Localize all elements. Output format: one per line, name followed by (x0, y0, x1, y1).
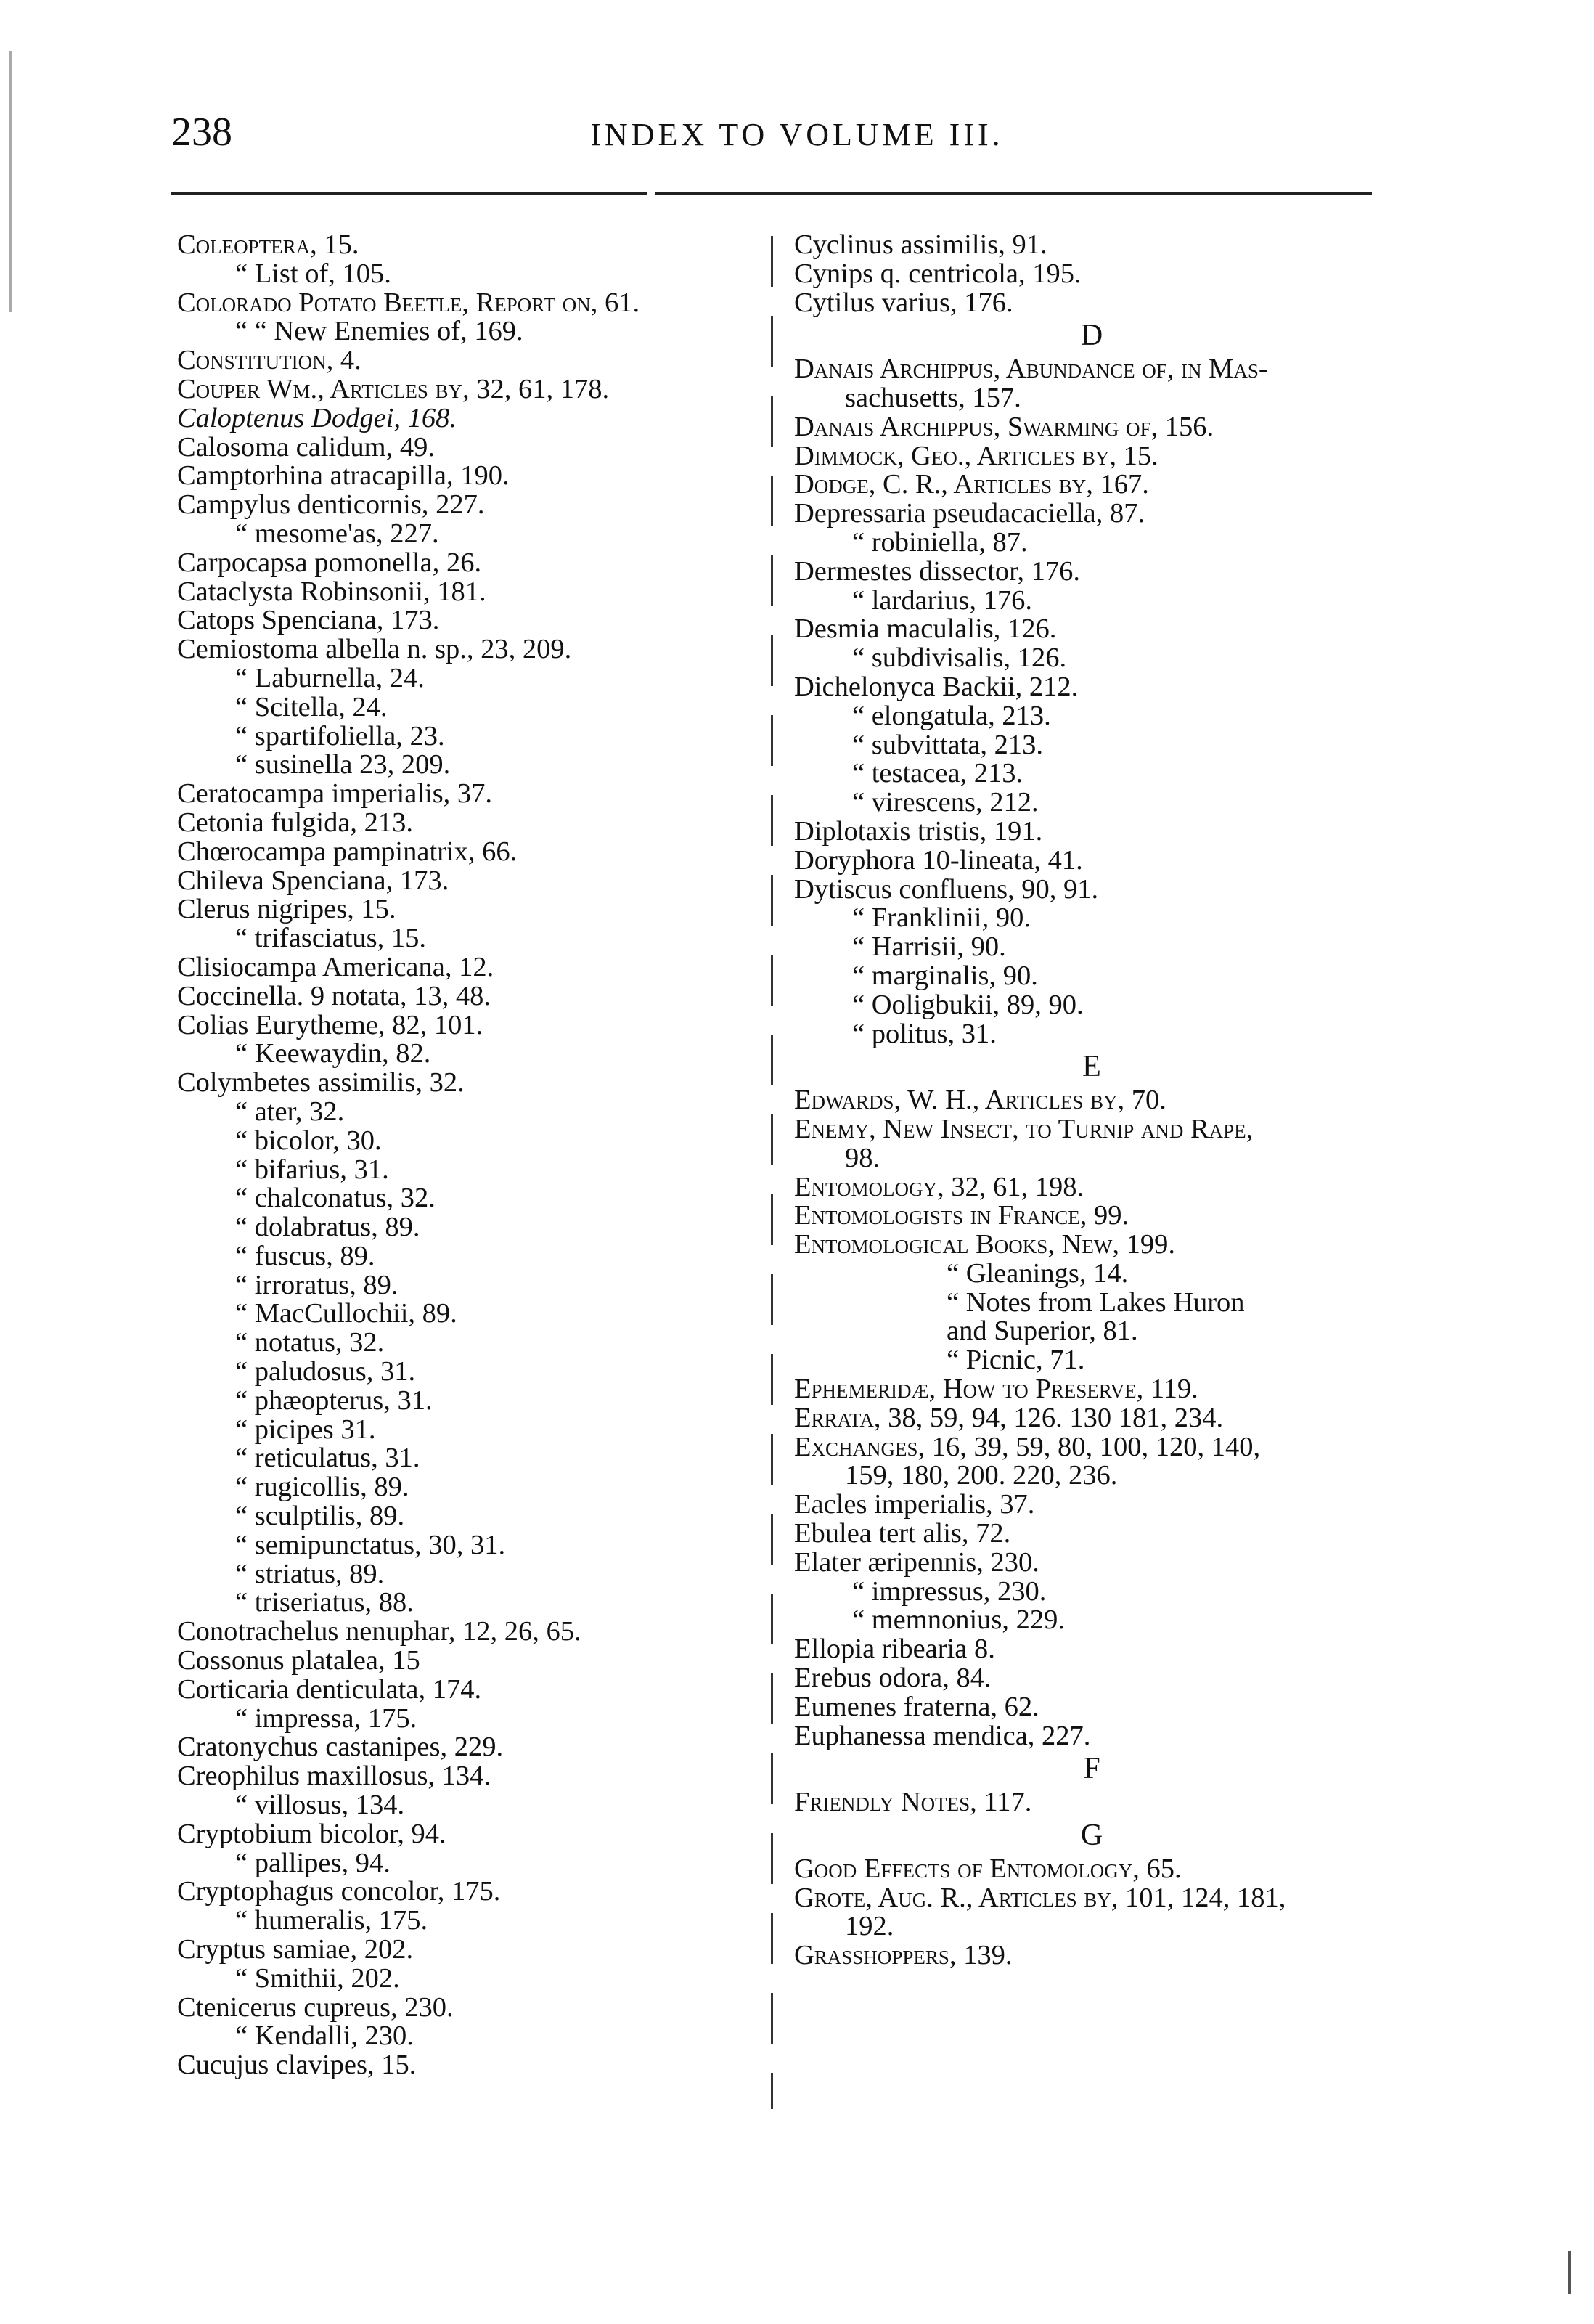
index-entry: “ notatus, 32. (235, 1327, 385, 1358)
index-entry: “ Gleanings, 14. (947, 1257, 1129, 1289)
index-entry: Colorado Potato Beetle, Report on, 61. (177, 287, 640, 318)
index-entry: “ triseriatus, 88. (235, 1587, 414, 1618)
index-entry: Entomologists in France, 99. (794, 1200, 1129, 1231)
index-entry: sachusetts, 157. (845, 382, 1021, 413)
header-rule-right (655, 192, 1372, 195)
index-entry: Entomology, 32, 61, 198. (794, 1171, 1084, 1202)
index-entry: Ephemeridæ, How to Preserve, 119. (794, 1374, 1198, 1405)
index-entry: Edwards, W. H., Articles by, 70. (794, 1085, 1166, 1116)
index-entry: Friendly Notes, 117. (794, 1787, 1032, 1818)
index-entry: “ politus, 31. (852, 1018, 997, 1049)
index-entry: 98. (845, 1142, 880, 1173)
index-entry: Campylus denticornis, 227. (177, 489, 485, 521)
index-entry: Cyclinus assimilis, 91. (794, 229, 1047, 260)
index-entry: “ picipes 31. (235, 1414, 376, 1445)
index-entry: “ fuscus, 89. (235, 1240, 375, 1271)
index-entry: “ marginalis, 90. (852, 960, 1038, 991)
running-head: INDEX TO VOLUME III. (590, 117, 1004, 152)
index-entry: Clerus nigripes, 15. (177, 894, 396, 925)
index-entry: “ Kendalli, 230. (235, 2021, 414, 2052)
index-entry: “ subvittata, 213. (852, 729, 1044, 760)
index-entry: “ striatus, 89. (235, 1558, 385, 1589)
index-entry: “ Keewaydin, 82. (235, 1038, 431, 1069)
index-entry: “ lardarius, 176. (852, 584, 1033, 616)
index-section-letter: E (1082, 1050, 1101, 1084)
index-entry: “ List of, 105. (235, 258, 391, 289)
index-entry: “ rugicollis, 89. (235, 1472, 409, 1503)
index-entry: Cetonia fulgida, 213. (177, 807, 414, 838)
index-entry: 192. (845, 1911, 894, 1942)
index-entry: “ bifarius, 31. (235, 1154, 389, 1185)
index-entry: “ elongatula, 213. (852, 700, 1051, 731)
index-entry: Camptorhina atracapilla, 190. (177, 460, 510, 492)
index-entry: “ chalconatus, 32. (235, 1183, 436, 1214)
column-divider (771, 236, 773, 2109)
index-entry: “ ater, 32. (235, 1096, 345, 1127)
index-entry: “ Laburnella, 24. (235, 662, 425, 693)
index-entry: “ impressus, 230. (852, 1575, 1047, 1607)
index-entry: Dodge, C. R., Articles by, 167. (794, 469, 1149, 500)
index-entry: “ virescens, 212. (852, 787, 1039, 818)
index-entry: Chœrocampa pampinatrix, 66. (177, 836, 518, 867)
index-entry: “ humeralis, 175. (235, 1905, 428, 1936)
index-entry: Cytilus varius, 176. (794, 287, 1013, 318)
index-entry: Ctenicerus cupreus, 230. (177, 1991, 454, 2023)
index-entry: “ Harrisii, 90. (852, 931, 1006, 963)
index-entry: Corticaria denticulata, 174. (177, 1673, 482, 1705)
index-section-letter: D (1080, 319, 1103, 353)
index-entry: Grasshoppers, 139. (794, 1940, 1013, 1971)
index-entry: 159, 180, 200. 220, 236. (845, 1460, 1118, 1491)
margin-mark-bottom (1568, 2251, 1571, 2294)
header-rule-left (171, 192, 647, 195)
index-entry: Creophilus maxillosus, 134. (177, 1761, 491, 1792)
index-entry: Calosoma calidum, 49. (177, 431, 435, 462)
index-entry: “ irroratus, 89. (235, 1269, 398, 1300)
index-entry: “ spartifoliella, 23. (235, 720, 445, 751)
index-entry: “ reticulatus, 31. (235, 1443, 420, 1474)
index-entry: Clisiocampa Americana, 12. (177, 951, 494, 982)
index-entry: Diplotaxis tristis, 191. (794, 815, 1043, 847)
index-entry: Dichelonyca Backii, 212. (794, 671, 1079, 702)
index-entry: Cucujus clavipes, 15. (177, 2050, 417, 2081)
index-entry: “ trifasciatus, 15. (235, 923, 426, 954)
index-entry: Errata, 38, 59, 94, 126. 130 181, 234. (794, 1402, 1224, 1433)
index-entry: “ semipunctatus, 30, 31. (235, 1529, 506, 1560)
index-entry: Coccinella. 9 notata, 13, 48. (177, 980, 491, 1011)
index-entry: “ Franklinii, 90. (852, 902, 1031, 934)
index-entry: “ susinella 23, 209. (235, 749, 451, 780)
index-entry: “ bicolor, 30. (235, 1125, 382, 1156)
index-entry: “ villosus, 134. (235, 1790, 405, 1821)
index-entry: Cynips q. centricola, 195. (794, 258, 1082, 289)
index-entry: Euphanessa mendica, 227. (794, 1720, 1091, 1751)
index-entry: Erebus odora, 84. (794, 1663, 992, 1694)
index-entry: Cratonychus castanipes, 229. (177, 1732, 504, 1763)
index-entry: Caloptenus Dodgei, 168. (177, 402, 457, 433)
index-entry: Dermestes dissector, 176. (794, 555, 1081, 587)
index-entry: “ pallipes, 94. (235, 1847, 391, 1878)
index-entry: Dimmock, Geo., Articles by, 15. (794, 440, 1158, 471)
index-entry: Grote, Aug. R., Articles by, 101, 124, 181, (794, 1882, 1286, 1913)
index-entry: Chileva Spenciana, 173. (177, 865, 449, 896)
index-entry: Couper Wm., Articles by, 32, 61, 178. (177, 373, 610, 404)
index-entry: Elater æripennis, 230. (794, 1546, 1039, 1578)
index-entry: “ MacCullochii, 89. (235, 1298, 457, 1329)
index-entry: Dytiscus confluens, 90, 91. (794, 873, 1099, 905)
index-entry: Cryptophagus concolor, 175. (177, 1876, 501, 1907)
index-entry: Eacles imperialis, 37. (794, 1489, 1035, 1520)
index-entry: Doryphora 10-lineata, 41. (794, 844, 1083, 876)
index-entry: Cataclysta Robinsonii, 181. (177, 576, 486, 607)
index-entry: Colias Eurytheme, 82, 101. (177, 1009, 483, 1040)
index-entry: “ robiniella, 87. (852, 526, 1028, 558)
index-entry: “ subdivisalis, 126. (852, 643, 1067, 674)
index-entry: Carpocapsa pomonella, 26. (177, 547, 482, 578)
index-entry: “ “ New Enemies of, 169. (235, 316, 523, 347)
index-entry: Cryptus samiae, 202. (177, 1934, 414, 1965)
index-entry: “ mesome'as, 227. (235, 518, 439, 549)
index-entry: Good Effects of Entomology, 65. (794, 1853, 1182, 1884)
index-entry: Enemy, New Insect, to Turnip and Rape, (794, 1113, 1254, 1144)
index-entry: Constitution, 4. (177, 345, 361, 376)
margin-mark-top (9, 51, 12, 312)
index-entry: Cossonus platalea, 15 (177, 1645, 420, 1676)
index-entry: Ellopia ribearia 8. (794, 1634, 995, 1665)
index-entry: “ phæopterus, 31. (235, 1385, 433, 1416)
index-entry: Ebulea tert alis, 72. (794, 1518, 1011, 1549)
index-entry: Cryptobium bicolor, 94. (177, 1818, 446, 1849)
index-column-right (794, 231, 1389, 1970)
index-entry: Colymbetes assimilis, 32. (177, 1067, 465, 1098)
index-entry: Conotrachelus nenuphar, 12, 26, 65. (177, 1616, 581, 1647)
index-section-letter: F (1083, 1752, 1100, 1786)
page-number: 238 (171, 110, 232, 155)
index-entry: Desmia maculalis, 126. (794, 613, 1057, 645)
index-entry: “ Picnic, 71. (947, 1345, 1085, 1376)
index-entry: “ dolabratus, 89. (235, 1212, 420, 1243)
index-section-letter: G (1080, 1819, 1103, 1853)
index-entry: Eumenes fraterna, 62. (794, 1691, 1039, 1722)
index-entry: “ Ooligbukii, 89, 90. (852, 989, 1084, 1020)
index-entry: “ Notes from Lakes Huron (947, 1287, 1245, 1318)
index-entry: “ Smithii, 202. (235, 1962, 400, 1994)
index-entry: Entomological Books, New, 199. (794, 1229, 1175, 1260)
index-entry: “ impressa, 175. (235, 1703, 417, 1734)
index-entry: “ paludosus, 31. (235, 1356, 416, 1387)
index-entry: Ceratocampa imperialis, 37. (177, 778, 493, 810)
index-entry: Exchanges, 16, 39, 59, 80, 100, 120, 140, (794, 1431, 1261, 1462)
index-entry: Cemiostoma albella n. sp., 23, 209. (177, 634, 572, 665)
index-entry: “ Scitella, 24. (235, 691, 388, 722)
index-column-left (177, 231, 772, 2080)
index-entry: “ sculptilis, 89. (235, 1501, 405, 1532)
index-entry: “ testacea, 213. (852, 758, 1023, 789)
index-entry: Depressaria pseudacaciella, 87. (794, 498, 1145, 529)
index-entry: Danais Archippus, Swarming of, 156. (794, 411, 1214, 442)
index-entry: “ memnonius, 229. (852, 1605, 1065, 1636)
index-entry: and Superior, 81. (947, 1316, 1138, 1347)
index-entry: Coleoptera, 15. (177, 229, 359, 260)
index-entry: Catops Spenciana, 173. (177, 605, 440, 636)
index-entry: Danais Archippus, Abundance of, in Mas- (794, 354, 1268, 385)
